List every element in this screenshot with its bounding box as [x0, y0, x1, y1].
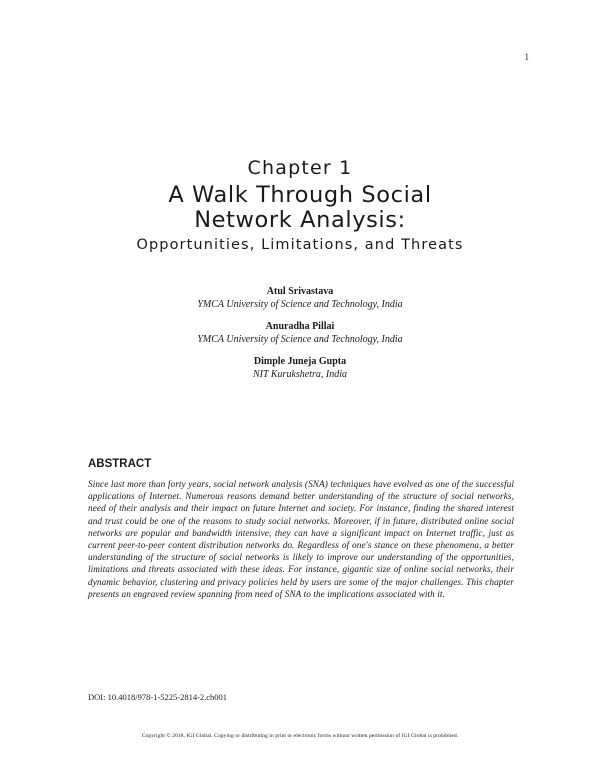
author-affiliation: YMCA University of Science and Technology, India: [197, 334, 403, 345]
abstract-heading: ABSTRACT: [88, 458, 152, 470]
chapter-title: [0, 183, 600, 233]
doi-text: DOI: 10.4018/978-1-5225-2814-2.ch001: [88, 692, 228, 702]
author-list: [0, 285, 600, 390]
author-affiliation: NIT Kurukshetra, India: [253, 369, 347, 380]
author-name: Dimple Juneja Gupta: [253, 356, 347, 367]
author-name: Atul Srivastava: [266, 286, 334, 297]
page-number: 1: [524, 52, 529, 62]
chapter-label: Chapter 1: [247, 157, 353, 179]
abstract-text: Since last more than forty years, social network analysis (SNA) techniques have evolved as one of the successful applications of Internet. Numerous reasons demand better understanding of the structure of social networks, need of their analysis and their impact on future Internet and society. For instance, finding the shared interest and trust could be one of the reasons to study social networks. Moreover, if in future, distributed online social networks are popular and bandwidth intensive, they can have a significant impact on Internet traffic, just as current peer-to-peer content distribution networks do. Regardless of one's stance on these phenomena, a better understanding of the structure of social networks is likely to improve our understanding of the opportunities, limitations and threats associated with these ideas. For instance, gigantic size of online social networks, their dynamic behavior, clustering and privacy policies held by users are some of the major challenges. This chapter presents an engraved review spanning from need of SNA to the implications associated with it.: [88, 480, 514, 600]
author-block: [0, 285, 600, 311]
chapter-subtitle: Opportunities, Limitations, and Threats: [136, 237, 464, 253]
chapter-title-line: A Walk Through Social: [168, 182, 432, 208]
chapter-title-line: Network Analysis:: [194, 207, 406, 233]
author-affiliation: YMCA University of Science and Technology, India: [197, 299, 403, 310]
copyright-footer: Copyright © 2018, IGI Global. Copying or distributing in print or electronic forms without written permission of IGI Global is prohibited.: [141, 733, 459, 739]
author-name: Anuradha Pillai: [265, 321, 335, 332]
author-block: [0, 355, 600, 381]
author-block: [0, 320, 600, 346]
